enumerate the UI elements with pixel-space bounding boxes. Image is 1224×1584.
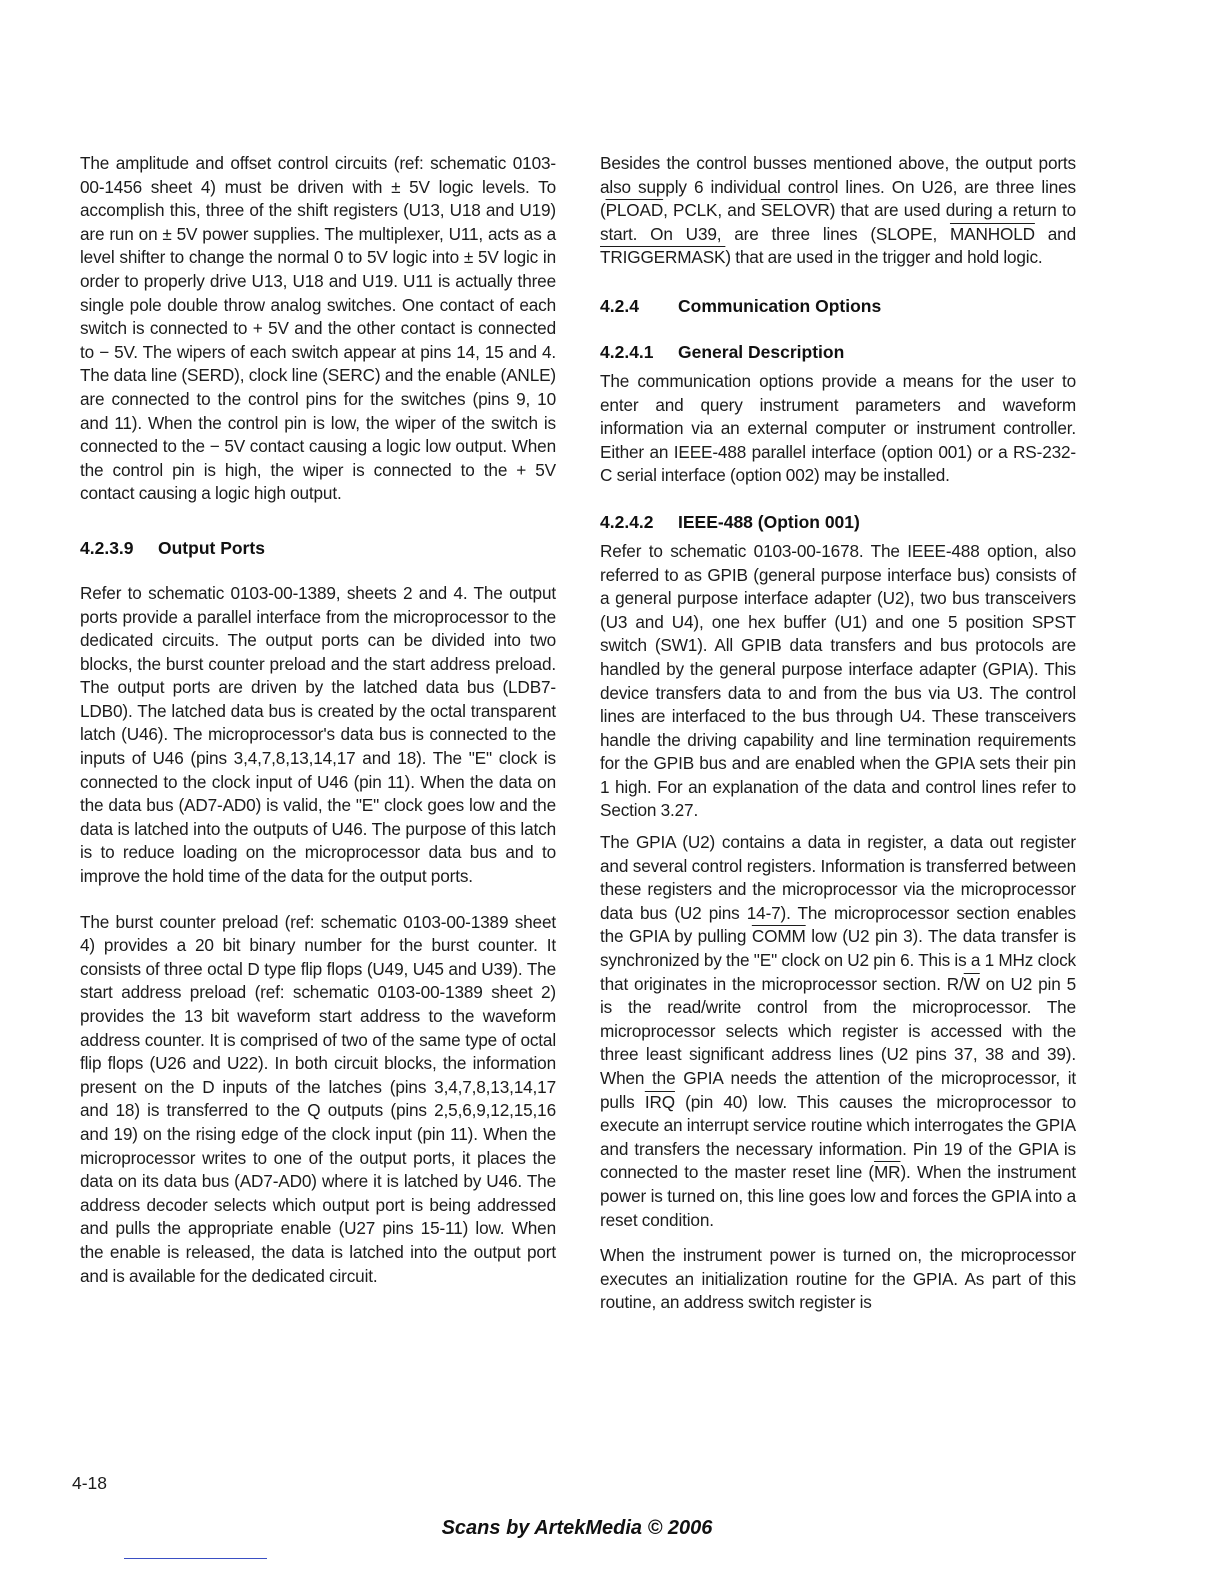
section-title: Communication Options bbox=[678, 295, 882, 316]
section-number: 4.2.3.9 bbox=[80, 537, 134, 558]
footer-credit: Scans by ArtekMedia © 2006 bbox=[441, 1517, 713, 1539]
page-number: 4-18 bbox=[72, 1473, 108, 1493]
section-heading-4-2-4 bbox=[600, 294, 1076, 318]
paragraph-gpia-registers: The GPIA (U2) contains a data in register, a data out register and several control registers. Information is transferred between these registers and the microprocessor via the microprocessor data bus (U2 pins 14-7). The microprocessor section enables the GPIA by pulling COMM low (U2 pin 3). The data transfer is synchronized by the "E" clock on U2 pin 6. This is a 1 MHz clock that originates in the microprocessor section. $R/\overline{W}$ on U2 pin 5 is the read/write control from the microprocessor. The microprocessor selects which register is accessed with the three least significant address lines (U2 pins 37, 38 and 39). When the GPIA needs the attention of the microprocessor, it pulls $\overline{IRQ}$ (pin 40) low. This causes the microprocessor to execute an interrupt service routine which interrogates the GPIA and transfers the necessary information. Pin 19 of the GPIA is connected to the master reset line $(\overline{MR})$. When the instrument power is turned on, this line goes low and forces the GPIA into a reset condition. bbox=[600, 832, 1077, 1230]
right-column bbox=[600, 152, 1076, 1315]
left-column bbox=[80, 152, 556, 1288]
signal-triggermask: TRIGGERMASK bbox=[600, 247, 726, 268]
paragraph-control-lines: Besides the control busses mentioned above, the output ports also supply 6 individual control lines. On U26, are three lines (PLOAD, PCLK, and SELOVR) that are used during a return to start. On U39, are three lines (SLOPE, MANHOLD and TRIGGERMASK) that are used in the trigger and hold logic. bbox=[600, 153, 1076, 268]
section-heading-4-2-4-1 bbox=[600, 340, 1076, 364]
signal-mr: $\overline{MR}$ bbox=[874, 1162, 901, 1183]
signal-selovr: SELOVR bbox=[760, 200, 830, 221]
paragraph-ieee-488: Refer to schematic 0103-00-1678. The IEEE-488 option, also referred to as GPIB (general purpose interface bus) consists of a general purpose interface adapter (U2), two bus transceivers (U3 and U4), one hex buffer (U1) and one 5 position SPST switch (SW1). All GPIB data transfers and bus protocols are handled by the general purpose interface adapter (GPIA). This device transfers data to and from the bus via U3. The control lines are interfaced to the bus through U4. These transceivers handle the driving capability and line termination requirements for the GPIB bus and are enabled when the GPIA sets their pin 1 high. For an explanation of the data and control lines refer to Section 3.27. bbox=[600, 540, 1076, 821]
section-heading-4-2-3-9 bbox=[80, 536, 556, 560]
section-number: 4.2.4.2 bbox=[600, 511, 654, 532]
signal-irq: $\overline{IRQ}$ bbox=[644, 1091, 675, 1112]
signal-w: $\overline{W}$ bbox=[963, 973, 980, 994]
section-number: 4.2.4 bbox=[600, 295, 639, 316]
paragraph-burst-counter-preload: The burst counter preload (ref: schematic 0103-00-1389 sheet 4) provides a 20 bit binary number for the burst counter. It consists of three octal D type flip flops (U49, U45 and U39). The start address preload (ref: schematic 0103-00-1389 sheet 2) provides the 13 bit waveform start address to the waveform address counter. It is comprised of two of the same type of octal flip flops (U26 and U22). In both circuit blocks, the information present on the D inputs of the latches (pins 3,4,7,8,13,14,17 and 18) is transferred to the Q outputs (pins 2,5,6,9,12,15,16 and 19) on the rising edge of the clock input (pin 11). When the microprocessor writes to one of the output ports, it places the data on its data bus (AD7-AD0) where it is latched by U46. The address decoder selects which output port is being addressed and pulls the appropriate enable (U27 pins 15-11) low. When the enable is released, the data is latched into the output port and is available for the dedicated circuit. bbox=[80, 911, 556, 1286]
section-title: Output Ports bbox=[158, 537, 265, 558]
signal-manhold: MANHOLD bbox=[949, 223, 1035, 244]
paragraph-shift-registers: The amplitude and offset control circuits (ref: schematic 0103-00-1456 sheet 4) must be driven with ± 5V logic levels. To accomplish this, three of the shift registers (U13, U18 and U19) are run on ± 5V power supplies. The multiplexer, U11, acts as a level shifter to change the normal 0 to 5V logic into ± 5V logic in order to properly drive U13, U18 and U19. U11 is actually three single pole double throw analog switches. One contact of each switch is connected to + 5V and the other contact is connected to − 5V. The wipers of each switch appear at pins 14, 15 and 4. The data line (SERD), clock line (SERC) and the enable (ANLE) are connected to the control pins for the switches (pins 9, 10 and 11). When the control pin is low, the wiper of the switch is connected to the − 5V contact causing a logic low output. When the control pin is high, the wiper is connected to the + 5V contact causing a logic high output. bbox=[80, 153, 556, 504]
section-number: 4.2.4.1 bbox=[600, 341, 654, 362]
section-heading-4-2-4-2 bbox=[600, 510, 1076, 534]
section-title: IEEE-488 (Option 001) bbox=[678, 511, 860, 532]
paragraph-output-ports: Refer to schematic 0103-00-1389, sheets 2 and 4. The output ports provide a parallel interface from the microprocessor to the dedicated circuits. The output ports can be divided into two blocks, the burst counter preload and the start address preload. The output ports are driven by the latched data bus (LDB7-LDB0). The latched data bus is created by the octal transparent latch (U46). The microprocessor's data bus is connected to the inputs of U46 (pins 3,4,7,8,13,14,17 and 18). The "E" clock is connected to the clock input of U46 (pin 11). When the data on the data bus (AD7-AD0) is valid, the "E" clock goes low and the data is latched into the outputs of U46. The purpose of this latch is to reduce loading on the microprocessor data bus and to improve the hold time of the data for the output ports. bbox=[80, 582, 556, 887]
bottom-rule bbox=[124, 1558, 267, 1559]
paragraph-general-description: The communication options provide a means for the user to enter and query instrument parameters and waveform information via an external computer or instrument controller. Either an IEEE-488 parallel interface (option 001) or a RS-232-C serial interface (option 002) may be installed. bbox=[600, 370, 1076, 486]
section-title: General Description bbox=[678, 341, 845, 362]
signal-pload: PLOAD bbox=[605, 200, 664, 221]
paragraph-initialization: When the instrument power is turned on, the microprocessor executes an initialization routine for the GPIA. As part of this routine, an address switch register is bbox=[600, 1245, 1076, 1313]
signal-comm: COMM bbox=[751, 926, 806, 947]
